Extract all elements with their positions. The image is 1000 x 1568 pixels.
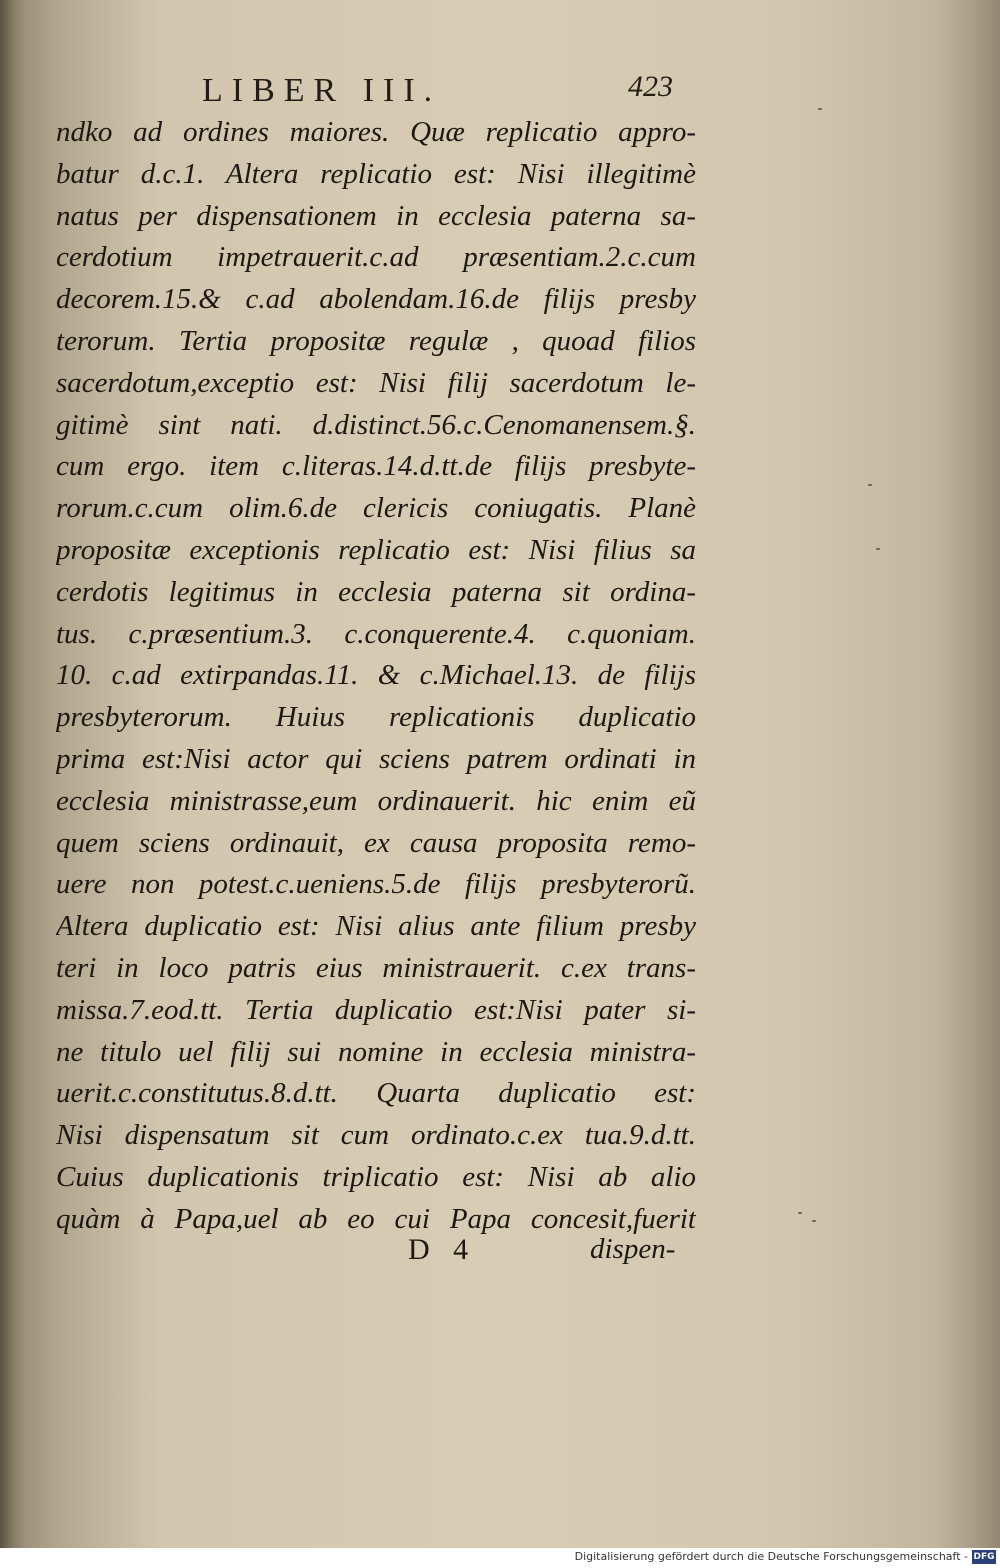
text-line: cerdotis legitimus in ecclesia paterna sit ordina- <box>56 575 696 608</box>
text-line: prima est:Nisi actor qui sciens patrem ordinati in <box>56 742 696 775</box>
text-line: teri in loco patris eius ministrauerit. c.ex trans- <box>56 951 696 984</box>
text-line: gitimè sint nati. d.distinct.56.c.Cenomanensem.§. <box>56 408 696 441</box>
text-line: terorum. Tertia propositæ regulæ , quoad filios <box>56 324 696 357</box>
text-line: natus per dispensationem in ecclesia paterna sa- <box>56 199 696 232</box>
text-line: Altera duplicatio est: Nisi alius ante filium presby <box>56 910 696 943</box>
dfg-logo-icon: DFG <box>973 1552 995 1562</box>
catchword: dispen- <box>590 1233 676 1265</box>
text-line: uerit.c.constitutus.8.d.tt. Quarta duplicatio est: <box>56 1077 696 1110</box>
page-edge <box>935 0 1000 1548</box>
text-line: ecclesia ministrasse,eum ordinauerit. hic enim eũ <box>56 784 696 817</box>
text-line: missa.7.eod.tt. Tertia duplicatio est:Nisi pater si- <box>56 993 696 1026</box>
paper-speck <box>876 548 880 550</box>
text-line: cum ergo. item c.literas.14.d.tt.de filijs presbyte- <box>56 450 696 483</box>
text-line: decorem.15.& c.ad abolendam.16.de filijs presby <box>56 283 696 316</box>
running-head <box>60 72 680 112</box>
text-line: tus. c.præsentium.3. c.conquerente.4. c.quoniam. <box>56 617 696 650</box>
text-line: Nisi dispensatum sit cum ordinato.c.ex tua.9.d.tt. <box>56 1119 696 1152</box>
text-line: quem sciens ordinauit, ex causa proposita remo- <box>56 826 696 859</box>
paper-speck <box>868 484 872 486</box>
text-line: cerdotium impetrauerit.c.ad præsentiam.2.c.cum <box>56 241 696 274</box>
text-line: ndko ad ordines maiores. Quæ replicatio appro- <box>56 116 696 148</box>
text-line: 10. c.ad extirpandas.11. & c.Michael.13. de filijs <box>56 659 696 692</box>
body-text <box>56 112 696 1241</box>
running-title: LIBER III. <box>202 72 442 109</box>
text-line: sacerdotum,exceptio est: Nisi filij sacerdotum le- <box>56 366 696 399</box>
text-line: batur d.c.1. Altera replicatio est: Nisi illegitimè <box>56 157 696 190</box>
text-line: Cuius duplicationis triplicatio est: Nisi ab alio <box>56 1160 696 1193</box>
text-line: presbyterorum. Huius replicationis duplicatio <box>56 701 696 734</box>
page-number: 423 <box>628 70 673 103</box>
credit-bar <box>0 1548 1000 1568</box>
signature-mark: D 4 <box>408 1233 477 1266</box>
text-line: propositæ exceptionis replicatio est: Nisi filius sa <box>56 533 696 566</box>
paper-speck <box>818 108 822 110</box>
text-line: rorum.c.cum olim.6.de clericis coniugatis. Planè <box>56 492 696 525</box>
text-line: quàm à Papa,uel ab eo cui Papa concesit,fuerit <box>56 1202 696 1235</box>
text-line: uere non potest.c.ueniens.5.de filijs presbyterorũ. <box>56 868 696 901</box>
paper-speck <box>798 1212 802 1214</box>
page-footer <box>56 1233 696 1277</box>
gutter-shadow <box>0 0 24 1548</box>
paper-speck <box>812 1220 816 1222</box>
text-line: ne titulo uel filij sui nomine in ecclesia ministra- <box>56 1035 696 1068</box>
credit-text: Digitalisierung gefördert durch die Deutsche Forschungsgemeinschaft - <box>574 1550 968 1563</box>
